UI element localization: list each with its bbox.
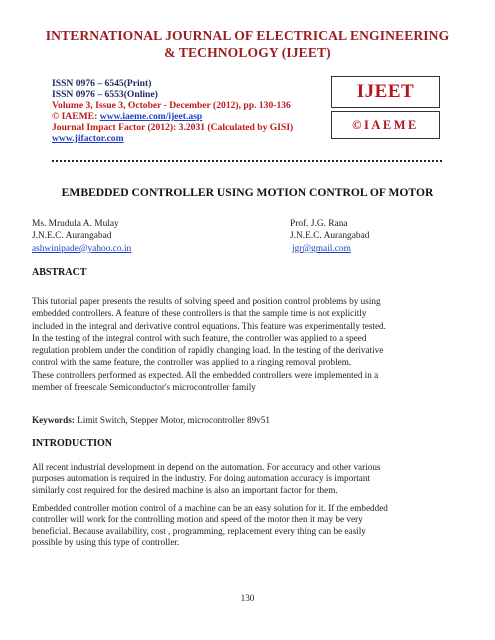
- author-2-name: Prof. J.G. Rana: [290, 219, 348, 229]
- abstract-line: regulation problem under the condition of rapidly changing load. In the testing of the derivative: [32, 345, 384, 356]
- intro-line: Embedded controller motion control of a machine can be an easy solution for it. If the embedded: [32, 503, 388, 513]
- volume-info: Volume 3, Issue 3, October - December (2012), pp. 130-136: [52, 100, 291, 111]
- abstract-line: In the testing of the integral control with such feature, the controller was applied to a speed: [32, 332, 367, 343]
- intro-line: similarly cost required for the desired machine is also an important factor for them.: [32, 484, 338, 495]
- page-number: 130: [240, 593, 255, 603]
- issn-print: ISSN 0976 – 6545(Print): [52, 78, 152, 89]
- keywords: [32, 414, 464, 426]
- introduction-heading: INTRODUCTION: [32, 438, 113, 449]
- author-2-affiliation: J.N.E.C. Aurangabad: [290, 231, 370, 242]
- journal-title-line2: & TECHNOLOGY (IJEET): [164, 45, 331, 60]
- keywords-label: Keywords:: [32, 415, 75, 425]
- abstract-line: embedded controllers. A feature of these controllers is that the sample time is not explicitly: [32, 308, 367, 319]
- intro-line: controller will work for the controlling motion and speed of the motor then it may be very: [32, 514, 363, 525]
- paper-title: EMBEDDED CONTROLLER USING MOTION CONTROL OF MOTOR: [61, 186, 434, 199]
- author-1-name: Ms. Mrudula A. Mulay: [32, 219, 119, 229]
- intro-line: All recent industrial development in depend on the automation. For accuracy and other various: [32, 462, 381, 472]
- keywords-text: Limit Switch, Stepper Motor, microcontroller 89v51: [74, 415, 270, 425]
- author-1-affiliation: J.N.E.C. Aurangabad: [32, 231, 112, 242]
- iaeme-line: [52, 112, 202, 123]
- author-1-email[interactable]: ashwinipade@yahoo.co.in: [32, 243, 132, 254]
- abstract-line: This tutorial paper presents the results of solving speed and position control problems by using: [32, 296, 381, 306]
- iaeme-prefix: © IAEME:: [52, 111, 100, 122]
- iaeme-logo: [331, 111, 440, 139]
- ijeet-logo-text: IJEET: [356, 81, 415, 102]
- abstract-line: These controllers performed as expected. All the embedded controllers were implemented in a: [32, 369, 379, 380]
- impact-factor: Journal Impact Factor (2012): 3.2031 (Calculated by GISI): [52, 122, 294, 133]
- intro-line: beneficial. Because availability, cost , programming, replacement every thing can be easily: [32, 525, 366, 536]
- author-2-email[interactable]: jgr@gmail.com: [292, 243, 351, 254]
- dotted-divider: [52, 160, 442, 162]
- author-2: [290, 218, 369, 255]
- intro-paragraph-1: [32, 462, 464, 496]
- abstract-line: included in the integral and derivative control equations. This feature was experimentally tested.: [32, 320, 386, 331]
- ijeet-logo: [331, 76, 440, 108]
- intro-line: possible by using this type of controller.: [32, 537, 180, 548]
- journal-title-line1: INTERNATIONAL JOURNAL OF ELECTRICAL ENGINEERING: [45, 28, 450, 43]
- jifactor-link[interactable]: www.jifactor.com: [52, 133, 124, 144]
- intro-paragraph-2: [32, 503, 464, 549]
- iaeme-logo-text: ©IAEME: [352, 118, 419, 132]
- abstract-line: member of freescale Semiconductor's microcontroller family: [32, 382, 256, 393]
- intro-line: purposes automation is required in the industry. For doing automation accuracy is important: [32, 473, 370, 484]
- iaeme-link[interactable]: www.iaeme.com/ijeet.asp: [99, 111, 203, 122]
- issn-online: ISSN 0976 – 6553(Online): [52, 89, 158, 100]
- abstract-heading: ABSTRACT: [32, 267, 87, 278]
- abstract-line: control with the same feature, the controller was applied to a ringing removal problem.: [32, 357, 352, 368]
- author-1: [32, 218, 131, 255]
- abstract-body: [32, 295, 464, 393]
